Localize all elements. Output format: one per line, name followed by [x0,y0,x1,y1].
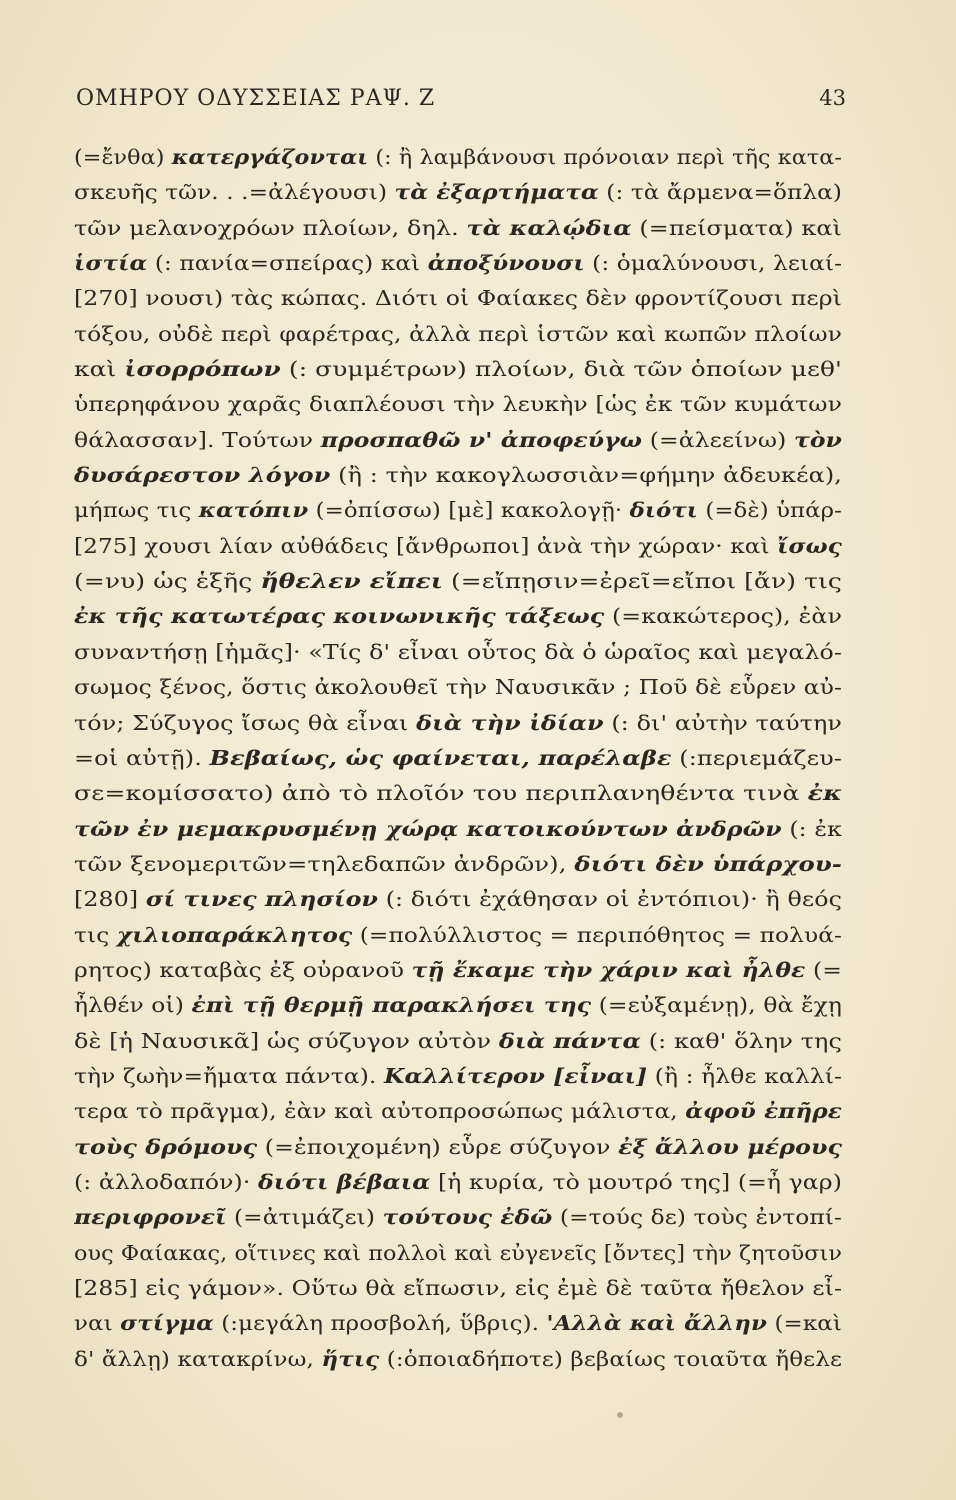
gloss-text: (:περιεμάζευ- [671,745,842,770]
lemma-text: διότι βέβαια [257,1169,431,1194]
commentary-text [74,140,842,1377]
gloss-text: (: ἢ λαμβάνουσι πρόνοιαν περὶ τῆς κατα- [368,145,842,169]
line-content [74,812,842,847]
lemma-text: κατόπιν [198,498,309,523]
line-content [74,635,842,670]
gloss-text: [ἡ κυρία, τὸ μουτρό της] (=ἦ γαρ) [430,1169,842,1194]
text-line [74,635,842,670]
page-number: 43 [819,86,846,110]
gloss-text: (: ὁμαλύνουσι, λειαί- [584,251,842,276]
text-line [74,1200,842,1235]
line-content [74,458,842,493]
running-title: ΟΜΗΡΟΥ ΟΔΥΣΣΕΙΑΣ ΡΑΨ. Ζ [76,86,436,111]
line-content [74,493,842,528]
line-content [74,175,842,210]
text-line [74,1024,842,1059]
gloss-text: =οἱ αὐτῇ). [74,745,210,770]
line-content [74,670,842,705]
text-line [74,776,842,811]
gloss-text: θάλασσαν]. Τούτων [74,427,321,452]
line-content [74,918,842,953]
gloss-text: (: ἀλλοδαπόν)· [74,1169,258,1194]
lemma-text: ἐκ [807,781,842,806]
lemma-text: διότι δὲν ὑπάρχου- [574,851,842,876]
lemma-text: ἐξ ἄλλου μέρους [618,1134,842,1159]
lemma-text: Βεβαίως, ὡς φαίνεται, παρέλαβε [209,745,672,770]
ink-speck [617,1412,623,1418]
gloss-text: [270] νουσι) τὰς κώπας. Διότι οἱ Φαίακες δὲν φροντίζουσι περὶ [74,286,842,311]
text-line [74,493,842,528]
lemma-text: ἥτις [321,1346,380,1371]
lemma-text: τούτους ἐδῶ [382,1205,553,1230]
gloss-text: (=ἐποιχομένη) εὗρε σύζυγον [257,1134,619,1159]
text-line [74,140,842,175]
text-line [74,317,842,352]
gloss-text: (=εὐξαμένῃ), θὰ ἔχῃ [591,993,842,1018]
line-content [74,1094,842,1129]
gloss-text: (: δι' αὐτὴν ταύτην [603,710,842,735]
line-content [74,988,842,1023]
gloss-text: συναντήσῃ [ἡμᾶς]· «Τίς δ' εἶναι οὗτος δὰ ὁ ὡραῖος καὶ μεγαλό- [74,639,842,664]
text-line [74,1094,842,1129]
text-line [74,812,842,847]
lemma-text: ἀφοῦ ἐπῆρε [685,1099,842,1124]
text-line [74,706,842,741]
lemma-text: ἱστία [74,251,148,276]
gloss-text: (ἢ : ἦλθε καλλί- [647,1063,842,1088]
text-line [74,847,842,882]
line-content [74,741,842,776]
lemma-text: 'Αλλὰ καὶ ἄλλην [546,1311,768,1336]
gloss-text: (=εἴπῃσιν=ἐρεῖ=εἴποι [ἄν) τις [442,569,842,594]
gloss-text: (=τούς δε) τοὺς ἐντοπί- [552,1205,842,1230]
text-line [74,564,842,599]
gloss-text: σωμος ξένος, ὅστις ἀκολουθεῖ τὴν Ναυσικᾶν ; Ποῦ δὲ εὗρεν αὐ- [74,675,842,700]
line-content [74,1024,842,1059]
line-content [74,423,842,458]
lemma-text: ἤθελεν εἴπει [260,569,443,594]
line-content [74,564,842,599]
line-content [74,847,842,882]
line-content [74,352,842,387]
lemma-text: τὸν [793,427,842,452]
text-line [74,882,842,917]
gloss-text: [280] [74,887,146,912]
lemma-text: διὰ πάντα [498,1028,641,1053]
text-line [74,246,842,281]
text-line [74,1236,842,1271]
text-line [74,1271,842,1306]
gloss-text: ναι [74,1311,121,1336]
gloss-text: (=ἀτιμάζει) [226,1205,383,1230]
line-content [74,1165,842,1200]
gloss-text: (=πολύλλιστος = περιπόθητος = πολυά- [352,922,842,947]
gloss-text: (: τὰ ἄρμενα=ὅπλα) [598,180,842,205]
text-line [74,599,842,634]
gloss-text: μήπως τις [74,498,199,523]
gloss-text: (:μεγάλη προσβολή, ὕβρις). [213,1311,547,1336]
text-line [74,352,842,387]
line-content [74,246,842,281]
gloss-text: (=κακώτερος), ἐὰν [604,604,842,629]
line-content [74,599,842,634]
line-content [74,776,842,811]
lemma-text: κατεργάζονται [171,145,369,169]
gloss-text: (: πανία=σπείρας) καὶ [147,251,428,276]
text-line [74,387,842,422]
gloss-text: ἦλθέν οἱ) [74,993,192,1018]
line-content [74,140,842,175]
text-line [74,281,842,316]
gloss-text: τόν; Σύζυγος ἴσως θὰ εἶναι [74,710,417,735]
gloss-text: τερα τὸ πρᾶγμα), ἐὰν καὶ αὐτοπροσώπως μάλιστα, [74,1099,686,1124]
gloss-text: (: διότι ἐχάθησαν οἱ ἐντόπιοι)· ἢ θεός [378,887,842,912]
gloss-text: (= [805,957,842,982]
text-line [74,1130,842,1165]
line-content [74,953,842,988]
gloss-text: ὑπερηφάνου χαρᾶς διαπλέουσι τὴν λευκὴν [ὡς ἐκ τῶν κυμάτων [74,392,842,417]
gloss-text: δὲ [ἡ Ναυσικᾶ] ὡς σύζυγον αὐτὸν [74,1028,499,1053]
lemma-text: τῇ ἔκαμε τὴν χάριν καὶ ἦλθε [411,957,806,982]
line-content [74,882,842,917]
gloss-text: (=ἀλεείνω) [642,427,794,452]
gloss-text: σκευῆς τῶν. . .=ἀλέγουσι) [74,180,395,205]
text-line [74,1059,842,1094]
gloss-text: ους Φαίακας, οἵτινες καὶ πολλοὶ καὶ εὐγενεῖς [ὄντες] τὴν ζητοῦσιν [74,1240,842,1265]
text-line [74,175,842,210]
gloss-text: (: συμμέτρων) πλοίων, διὰ τῶν ὁποίων μεθ' [280,357,842,382]
lemma-text: δυσάρεστον λόγον [74,463,331,488]
text-line [74,918,842,953]
line-content [74,706,842,741]
text-line [74,741,842,776]
text-line [74,423,842,458]
gloss-text: [285] εἰς γάμον». Οὕτω θὰ εἴπωσιν, εἰς ἐμὲ δὲ ταῦτα ἤθελον εἶ- [74,1276,842,1300]
lemma-text: τῶν ἐν μεμακρυσμένῃ χώρᾳ κατοικούντων ἀνδρῶν [74,816,782,841]
gloss-text: (=πείσματα) καὶ [631,215,842,240]
gloss-text: τις [74,922,117,947]
lemma-text: στίγμα [120,1311,214,1336]
lemma-text: σί τινες πλησίον [145,887,379,912]
gloss-text: (=ἔνθα) [74,145,172,169]
lemma-text: ἐκ τῆς κατωτέρας κοινωνικῆς τάξεως [74,604,605,629]
gloss-text: τὴν ζωὴν=ἤματα πάντα). [74,1063,385,1088]
lemma-text: περιφρονεῖ [74,1205,227,1230]
lemma-text: Καλλίτερον [εἶναι] [384,1063,648,1088]
gloss-text: ρητος) καταβὰς ἐξ οὐρανοῦ [74,957,412,982]
lemma-text: τὰ ἐξαρτήματα [394,180,599,205]
gloss-text: (ἢ : τὴν κακογλωσσιὰν=φήμην ἀδευκέα), [330,463,842,488]
gloss-text: [275] χουσι λίαν αὐθάδεις [ἄνθρωποι] ἀνὰ τὴν χώραν· καὶ [74,533,778,558]
lemma-text: προσπαθῶ ν' ἀποφεύγω [320,427,643,452]
text-line [74,529,842,564]
line-content [74,1271,842,1306]
line-content [74,317,842,352]
gloss-text: τῶν ξενομεριτῶν=τηλεδαπῶν ἀνδρῶν), [74,851,575,876]
gloss-text: (:ὁποιαδήποτε) βεβαίως τοιαῦτα ἤθελε [379,1346,842,1371]
gloss-text: τόξου, οὐδὲ περὶ φαρέτρας, ἀλλὰ περὶ ἱστῶν καὶ κωπῶν πλοίων [74,321,842,346]
lemma-text: χιλιοπαράκλητος [116,922,353,947]
line-content [74,1200,842,1235]
line-content [74,1236,842,1271]
line-content [74,1342,842,1377]
line-content [74,387,842,422]
lemma-text: ἀποξύνουσι [427,251,585,276]
line-content [74,1306,842,1341]
lemma-text: ἴσως [777,533,842,558]
line-content [74,281,842,316]
lemma-text: διότι [629,498,698,523]
lemma-text: διὰ τὴν ἰδίαν [416,710,604,735]
gloss-text: (: ἐκ [781,816,842,841]
line-content [74,211,842,246]
lemma-text: ἰσορρόπων [124,357,281,382]
text-line [74,988,842,1023]
gloss-text: (=ὀπίσσω) [μὲ] κακολογῇ· [308,498,630,523]
page-header [76,86,846,116]
text-line [74,1165,842,1200]
lemma-text: τοὺς δρόμους [74,1134,258,1159]
gloss-text: τῶν μελανοχρόων πλοίων, δηλ. [74,215,467,240]
line-content [74,1059,842,1094]
text-line [74,1306,842,1341]
text-line [74,211,842,246]
gloss-text: δ' ἄλλῃ) κατακρίνω, [74,1346,322,1371]
line-content [74,1130,842,1165]
line-content [74,529,842,564]
text-line [74,458,842,493]
text-line [74,670,842,705]
gloss-text: (=δὲ) ὑπάρ- [697,498,842,523]
gloss-text: σε=κομίσσατο) ἀπὸ τὸ πλοῖόν του περιπλανηθέντα τινὰ [74,781,808,806]
gloss-text: (=καὶ [767,1311,842,1336]
lemma-text: τὰ καλῴδια [466,215,632,240]
text-line [74,1342,842,1377]
gloss-text: (=νυ) ὡς ἑξῆς [74,569,261,594]
gloss-text: καὶ [74,357,125,382]
lemma-text: ἐπὶ τῇ θερμῇ παρακλήσει της [191,993,592,1018]
gloss-text: (: καθ' ὅλην της [640,1028,842,1053]
text-line [74,953,842,988]
